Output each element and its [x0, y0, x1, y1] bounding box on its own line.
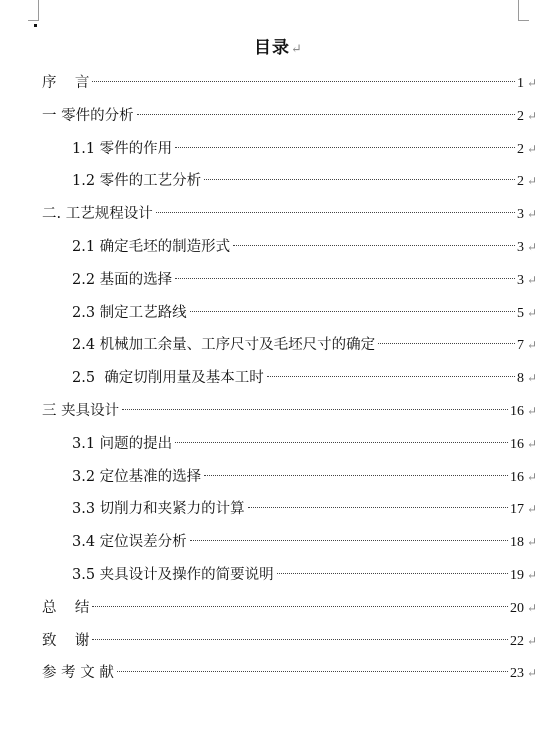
- toc-page-number: 22: [510, 633, 524, 649]
- dot-leader: [92, 639, 508, 640]
- toc-entry-link[interactable]: [42, 595, 524, 622]
- dot-leader: [117, 671, 508, 672]
- toc-page-number: 3: [517, 272, 524, 288]
- toc-entry-label: 一 零件的分析: [42, 107, 134, 124]
- toc-entry-link[interactable]: [72, 136, 524, 163]
- toc-entry-link[interactable]: [72, 529, 524, 556]
- page-corner-mark-left: [28, 0, 39, 21]
- toc-heading: [0, 33, 557, 58]
- paragraph-mark-icon: ↵: [291, 42, 303, 57]
- toc-row: [0, 562, 557, 588]
- dot-leader: [175, 442, 508, 443]
- toc-row: [0, 201, 557, 227]
- toc-page-number: 2: [517, 108, 524, 124]
- paragraph-mark-icon: ↵: [526, 174, 537, 189]
- toc-entry-label: 2.5 确定切削用量及基本工时: [72, 370, 264, 387]
- dot-leader: [137, 114, 515, 115]
- paragraph-mark-icon: ↵: [526, 305, 537, 320]
- dot-leader: [92, 81, 515, 82]
- dot-leader: [156, 212, 515, 213]
- toc-row: [0, 267, 557, 293]
- toc-page-number: 7: [517, 338, 524, 354]
- toc-entry-link[interactable]: [72, 332, 524, 359]
- toc-entry-link[interactable]: [42, 103, 524, 130]
- toc-entry-label: 1.2 零件的工艺分析: [72, 173, 202, 190]
- toc-row: [0, 660, 557, 686]
- toc-entry-label: 参 考 文 献: [42, 665, 114, 682]
- paragraph-mark-icon: ↵: [526, 436, 537, 451]
- toc-entry-link[interactable]: [72, 168, 524, 195]
- toc-row: [0, 168, 557, 194]
- toc-row: [0, 496, 557, 522]
- paragraph-mark-icon: ↵: [526, 633, 537, 648]
- toc-entry-link[interactable]: [72, 300, 524, 327]
- toc-row: [0, 103, 557, 129]
- toc-entry-link[interactable]: [42, 628, 524, 655]
- toc-entry-label: 3.1 问题的提出: [72, 435, 173, 452]
- toc-heading-text: 目录: [254, 38, 291, 58]
- paragraph-mark-icon: ↵: [526, 108, 537, 123]
- toc-entry-label: 致 谢: [42, 632, 90, 649]
- toc-entry-label: 三 夹具设计: [42, 403, 120, 419]
- toc-row: [0, 529, 557, 555]
- toc-page-number: 1: [517, 76, 524, 91]
- paragraph-mark-icon: ↵: [526, 141, 537, 156]
- toc-entry-label: 1.1 零件的作用: [72, 140, 173, 157]
- dot-leader: [122, 409, 508, 410]
- toc-page-number: 3: [517, 207, 524, 223]
- dot-leader: [175, 147, 515, 148]
- toc-entry-link[interactable]: [72, 496, 524, 523]
- toc-entry-label: 3.2 定位基准的选择: [72, 468, 202, 485]
- toc-entry-link[interactable]: [72, 365, 524, 392]
- toc-row: [0, 332, 557, 358]
- toc-page-number: 16: [510, 469, 524, 485]
- toc-row: [0, 628, 557, 654]
- paragraph-mark-icon: ↵: [526, 272, 537, 287]
- toc-entry-label: 3.5 夹具设计及操作的简要说明: [72, 567, 274, 583]
- dot-leader: [204, 179, 515, 180]
- toc-entry-label: 序 言: [42, 75, 90, 91]
- toc-entry-link[interactable]: [72, 562, 524, 589]
- paragraph-mark-icon: ↵: [526, 502, 537, 517]
- toc-page-number: 18: [510, 535, 524, 551]
- toc-page-number: 2: [517, 141, 524, 157]
- toc-page-number: 5: [517, 305, 524, 321]
- toc-page-number: 19: [510, 568, 524, 583]
- paragraph-mark-icon: ↵: [526, 568, 537, 582]
- paragraph-mark-icon: ↵: [526, 600, 537, 615]
- toc-entry-label: 3.3 切削力和夹紧力的计算: [72, 501, 245, 518]
- toc-entry-link[interactable]: [72, 267, 524, 294]
- dot-leader: [277, 573, 508, 574]
- toc-page-number: 20: [510, 600, 524, 616]
- toc-page-number: 2: [517, 174, 524, 190]
- dot-leader: [267, 376, 515, 377]
- paragraph-mark-icon: ↵: [526, 535, 537, 550]
- paragraph-mark-icon: ↵: [526, 371, 537, 386]
- paragraph-mark-icon: ↵: [526, 469, 537, 484]
- toc-entry-label: 2.2 基面的选择: [72, 271, 173, 288]
- toc-entry-label: 2.3 制定工艺路线: [72, 304, 187, 321]
- paragraph-mark-icon: ↵: [526, 666, 537, 681]
- dot-leader: [378, 343, 515, 344]
- toc-entry-link[interactable]: [42, 70, 524, 97]
- paragraph-mark-icon: ↵: [526, 207, 537, 222]
- dot-leader: [233, 245, 515, 246]
- paragraph-mark-icon: ↵: [526, 404, 537, 418]
- toc-row: [0, 300, 557, 326]
- dot-leader: [190, 540, 508, 541]
- dot-leader: [248, 507, 508, 508]
- toc-entry-label: 2.1 确定毛坯的制造形式: [72, 239, 231, 255]
- toc-entry-label: 二. 工艺规程设计: [42, 206, 153, 223]
- toc-page-number: 16: [510, 404, 524, 419]
- toc-page-number: 16: [510, 436, 524, 452]
- toc-row: [0, 431, 557, 457]
- toc-entry-label: 总 结: [42, 599, 90, 616]
- toc-row: [0, 398, 557, 424]
- toc-row: [0, 234, 557, 260]
- toc-entry-link[interactable]: [42, 660, 524, 687]
- toc-row: [0, 365, 557, 391]
- toc-row: [0, 136, 557, 162]
- paragraph-mark-icon: ↵: [526, 76, 537, 90]
- toc-row: [0, 595, 557, 621]
- toc-page-number: 17: [510, 502, 524, 518]
- paragraph-mark-icon: ↵: [526, 338, 537, 353]
- toc-page-number: 3: [517, 240, 524, 255]
- dot-leader: [190, 311, 515, 312]
- toc-page-number: 8: [517, 371, 524, 387]
- dot-leader: [204, 475, 508, 476]
- toc-page-number: 23: [510, 666, 524, 682]
- dot-leader: [175, 278, 515, 279]
- paragraph-mark-icon: ↵: [526, 240, 537, 254]
- toc-entry-link[interactable]: [72, 431, 524, 458]
- toc-entry-label: 2.4 机械加工余量、工序尺寸及毛坯尺寸的确定: [72, 337, 376, 354]
- text-cursor-marker: [34, 24, 37, 27]
- toc-row: [0, 70, 557, 96]
- toc-entry-link[interactable]: [72, 234, 524, 261]
- toc-entry-label: 3.4 定位误差分析: [72, 534, 187, 551]
- toc-entry-link[interactable]: [72, 464, 524, 491]
- toc-entry-link[interactable]: [42, 398, 524, 425]
- toc-row: [0, 464, 557, 490]
- toc-entry-link[interactable]: [42, 201, 524, 228]
- dot-leader: [92, 606, 508, 607]
- page-corner-mark-right: [518, 0, 529, 21]
